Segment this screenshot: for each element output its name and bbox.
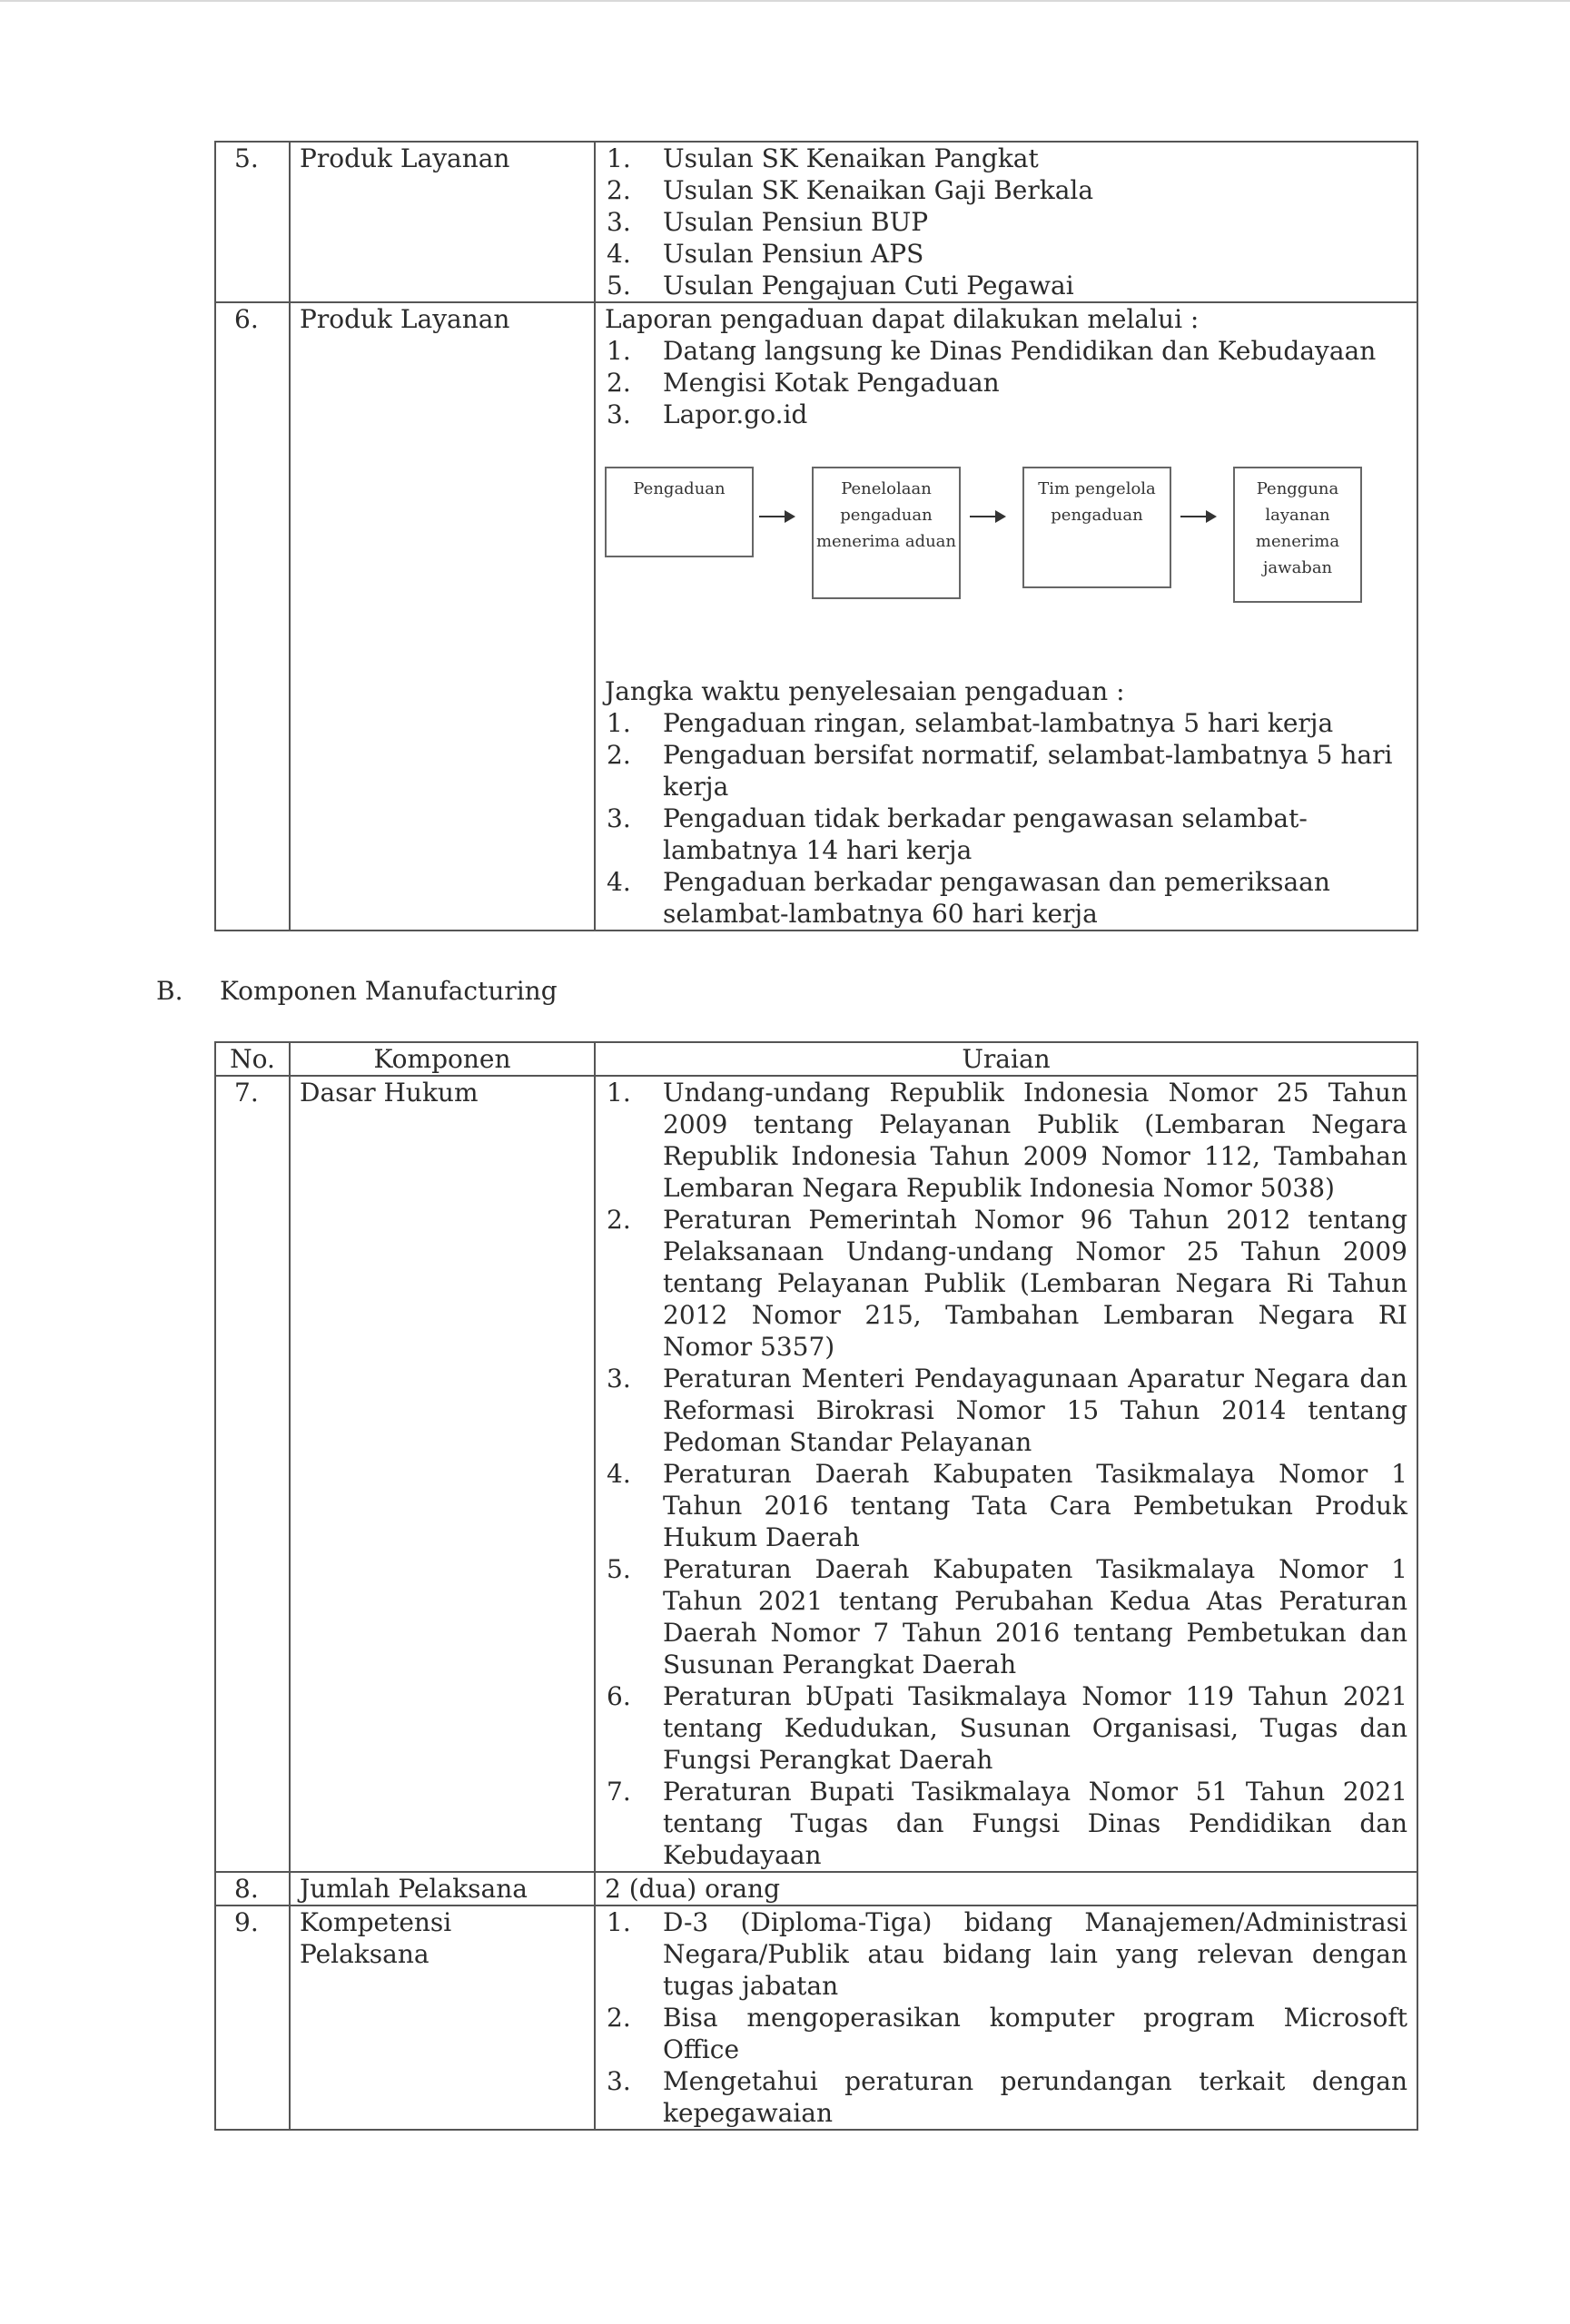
table-row [215,1905,1417,2130]
list-item: 1. Usulan SK Kenaikan Pangkat [607,143,1039,173]
list-item: 1. Undang-undang Republik Indonesia Nomor 25 Tahun 2009 tentang Pelayanan Publik (Lembaran Negara Republik Indonesia Tahun 2009 Nomor 112, Tambahan Lembaran Negara Republik Indonesia Nomor 5038) [607,1078,1407,1203]
row-description [595,1905,1417,2130]
row-number: 5. [215,142,290,302]
row-number: 6. [215,302,290,931]
completion-time-title: Jangka waktu penyelesaian pengaduan : [605,676,1125,706]
legal-basis-list [605,1077,1407,1871]
row-description [595,302,1417,931]
table-row [215,1076,1417,1872]
list-item: 1. Pengaduan ringan, selambat-lambatnya 5 hari kerja [607,708,1334,738]
section-title: Komponen Manufacturing [220,976,558,1006]
row-number: 9. [215,1905,290,2130]
section-letter: B. [156,976,183,1006]
row-component: Produk Layanan [290,142,595,302]
table-row [215,1872,1417,1905]
column-header-uraian: Uraian [595,1042,1417,1076]
list-item: 2. Bisa mengoperasikan komputer program Microsoft Office [607,2003,1407,2064]
column-header-no: No. [215,1042,290,1076]
row-number: 7. [215,1076,290,1872]
list-item: 3. Mengetahui peraturan perundangan terkait dengan kepegawaian [607,2066,1407,2128]
column-header-komponen: Komponen [290,1042,595,1076]
flow-box-pengguna-layanan: Pengguna layanan menerima jawaban [1233,467,1362,603]
list-item: 1. Datang langsung ke Dinas Pendidikan dan Kebudayaan [607,336,1377,366]
row-description [595,1076,1417,1872]
table-produk-layanan [214,141,1418,931]
list-item: 3. Lapor.go.id [607,399,808,429]
list-item: 2. Usulan SK Kenaikan Gaji Berkala [607,175,1094,205]
list-item: 6. Peraturan bUpati Tasikmalaya Nomor 119 Tahun 2021 tentang Kedudukan, Susunan Organisasi, Tugas dan Fungsi Perangkat Daerah [607,1681,1407,1775]
complaint-intro: Laporan pengaduan dapat dilakukan melalui : [605,304,1200,334]
row-component: Produk Layanan [290,302,595,931]
row-description [595,142,1417,302]
table-komponen-manufacturing [214,1041,1418,2131]
row-number: 8. [215,1872,290,1905]
flow-arrow-icon [1180,516,1215,517]
row-component: Jumlah Pelaksana [290,1872,595,1905]
table-row [215,142,1417,302]
section-heading-b [156,976,558,1006]
competency-list [605,1906,1407,2129]
list-item: 2. Peraturan Pemerintah Nomor 96 Tahun 2012 tentang Pelaksanaan Undang-undang Nomor 25 Tahun 2009 tentang Pelayanan Publik (Lembaran Negara Ri Tahun 2012 Nomor 215, Tambahan Lembaran Negara RI Nomor 5357) [607,1205,1407,1362]
list-item: 7. Peraturan Bupati Tasikmalaya Nomor 51 Tahun 2021 tentang Tugas dan Fungsi Dinas Pendidikan dan Kebudayaan [607,1777,1407,1870]
flow-arrow-icon [970,516,1004,517]
list-item: 3. Peraturan Menteri Pendayagunaan Aparatur Negara dan Reformasi Birokrasi Nomor 15 Tahun 2014 tentang Pedoman Standar Pelayanan [607,1364,1407,1457]
table-header-row [215,1042,1417,1076]
list-item: 2. Mengisi Kotak Pengaduan [607,368,1000,398]
flow-box-tim-pengelola: Tim pengelola pengaduan [1022,467,1171,588]
list-item: 3. Pengaduan tidak berkadar pengawasan selambat-lambatnya 14 hari kerja [607,803,1308,865]
flow-box-penelolaan: Penelolaan pengaduan menerima aduan [812,467,961,599]
table-row [215,302,1417,931]
list-item: 5. Peraturan Daerah Kabupaten Tasikmalaya Nomor 1 Tahun 2021 tentang Perubahan Kedua Atas Peraturan Daerah Nomor 7 Tahun 2016 tentang Pembetukan dan Susunan Perangkat Daerah [607,1554,1407,1679]
list-item: 2. Pengaduan bersifat normatif, selambat-lambatnya 5 hari kerja [607,740,1393,802]
row-component: Kompetensi Pelaksana [290,1905,595,2130]
list-item: 4. Usulan Pensiun APS [607,239,924,269]
list-item: 4. Pengaduan berkadar pengawasan dan pemeriksaan selambat-lambatnya 60 hari kerja [607,867,1330,929]
row-component: Dasar Hukum [290,1076,595,1872]
complaint-flow-diagram [605,430,1407,675]
row-description: 2 (dua) orang [595,1872,1417,1905]
list-item: 5. Usulan Pengajuan Cuti Pegawai [607,271,1074,300]
service-product-list [605,143,1407,301]
complaint-channel-list [605,335,1407,430]
list-item: 1. D-3 (Diploma-Tiga) bidang Manajemen/Administrasi Negara/Publik atau bidang lain yang relevan dengan tugas jabatan [607,1907,1407,2001]
list-item: 3. Usulan Pensiun BUP [607,207,929,237]
flow-arrow-icon [759,516,794,517]
flow-box-pengaduan: Pengaduan [605,467,754,557]
list-item: 4. Peraturan Daerah Kabupaten Tasikmalaya Nomor 1 Tahun 2016 tentang Tata Cara Pembetukan Produk Hukum Daerah [607,1459,1407,1552]
completion-time-list [605,707,1407,930]
